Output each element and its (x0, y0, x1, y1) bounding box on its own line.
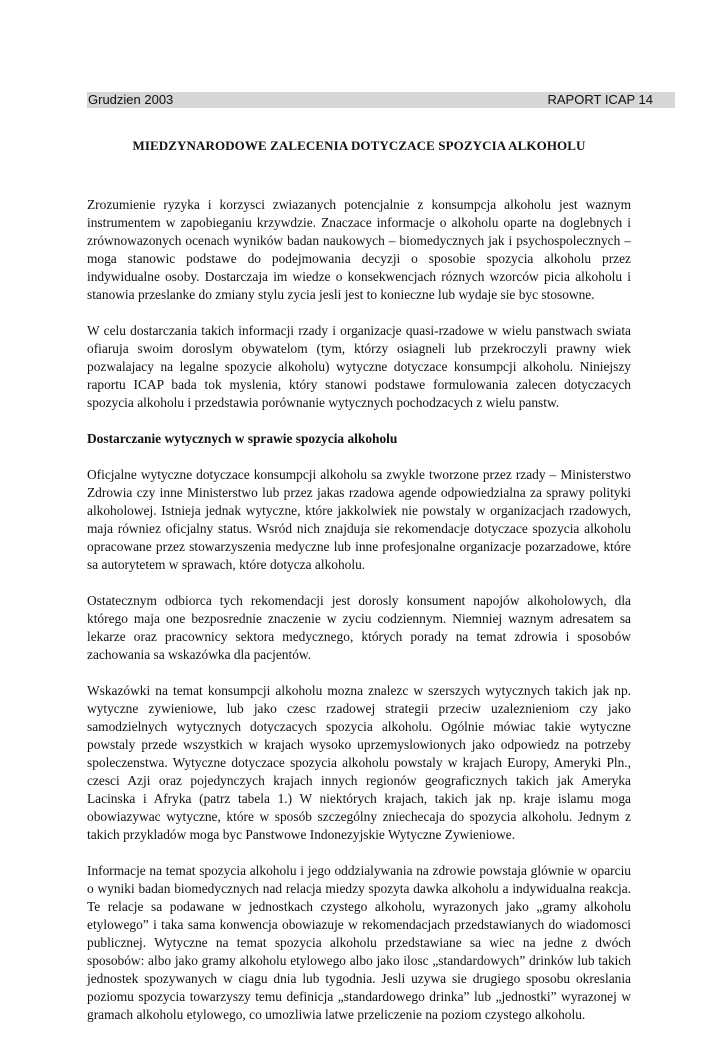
document-title: MIEDZYNARODOWE ZALECENIA DOTYCZACE SPOZYCIA ALKOHOLU (132, 138, 586, 153)
paragraph-sources: Wskazówki na temat konsumpcji alkoholu mozna znalezc w szerszych wytycznych takich jak np. wytyczne zywieniowe, lub jako czesc rzadowej strategii przeciw uzaleznieniom czy jako samodzielnych wytycznych dotyczacych spozycia alkoholu. Ogólnie mówiac takie wytyczne powstaly przede wszystkich w krajach wysoko uprzemyslowionych jako odpowiedz na potrzeby spoleczenstwa. Wytyczne dotyczace spozycia alkoholu powstaly w krajach Europy, Ameryki Pln., czesci Azji oraz pojedynczych krajach innych regionów geograficznych takich jak Ameryka Lacinska i Afryka (patrz tabela 1.) W niektórych krajach, takich jak np. kraje islamu moga obowiazywac wytyczne, które w sposób szczególny zniechecaja do spozycia alkoholu. Jednym z takich przykladów moga byc Panstwowe Indonezyjskie Wytyczne Zywieniowe. (87, 683, 631, 842)
header-date: Grudzien 2003 (88, 92, 174, 107)
paragraph-intro: Zrozumienie ryzyka i korzysci zwiazanych potencjalnie z konsumpcja alkoholu jest waznym instrumentem w zapobieganiu krzywdzie. Znaczace informacje o alkoholu oparte na doglebnych i zrównowazonych ocenach wyników badan naukowych – biomedycznych jak i psychospolecznych – moga stanowic podstawe do podejmowania decyzji o sposobie spozycia alkoholu przez indywidualne osoby. Dostarczaja im wiedze o konsekwencjach róznych wzorców picia alkoholu i stanowia przeslanke do zmiany stylu zycia jesli jest to konieczne lub wydaje sie byc stosowne. (87, 197, 631, 302)
document-body (87, 196, 631, 1042)
paragraph-official-guidelines: Oficjalne wytyczne dotyczace konsumpcji alkoholu sa zwykle tworzone przez rzady – Ministerstwo Zdrowia czy inne Ministerstwo lub przez jakas rzadowa agende odpowiedzialna za sprawy polityki alkoholowej. Istnieja jednak wytyczne, które jakkolwiek nie powstaly w organizacjach rzadowych, maja równiez oficjalny status. Wsród nich znajduja sie rekomendacje dotyczace spozycia alkoholu opracowane przez stowarzyszenia medyczne lub inne profesjonalne organizacje pozarzadowe, które sa autorytetem w sprawach, które dotycza alkoholu. (87, 467, 631, 572)
section-heading: Dostarczanie wytycznych w sprawie spozycia alkoholu (87, 431, 398, 446)
page-header (87, 92, 675, 108)
header-report-number: RAPORT ICAP 14 (547, 92, 653, 107)
paragraph-units: Informacje na temat spozycia alkoholu i jego oddzialywania na zdrowie powstaja glównie w oparciu o wyniki badan biomedycznych nad relacja miedzy spozyta dawka alkoholu a indywidualna reakcja. Te relacje sa podawane w jednostkach czystego alkoholu, wyrazonych jako „gramy alkoholu etylowego” i taka sama konwencja obowiazuje w rekomendacjach przedstawianych do wiadomosci publicznej. Wytyczne na temat spozycia alkoholu przedstawiane sa wiec na jedne z dwóch sposobów: albo jako gramy alkoholu etylowego albo jako ilosc „standardowych” drinków lub takich jednostek spozywanych w ciagu dnia lub tygodnia. Jesli uzywa sie drugiego sposobu okreslania poziomu spozycia towarzyszy temu definicja „standardowego drinka” lub „jednostki” wyrazonej w gramach alkoholu etylowego, co umozliwia latwe przeliczenie na poziom czystego alkoholu. (87, 863, 631, 1022)
paragraph-purpose: W celu dostarczania takich informacji rzady i organizacje quasi-rzadowe w wielu panstwach swiata ofiaruja swoim doroslym obywatelom (tym, którzy osiagneli lub przekroczyli prawny wiek pozwalajacy na legalne spozycie alkoholu) wytyczne dotyczace konsumpcji alkoholu. Niniejszy raportu ICAP bada tok myslenia, który stanowi podstawe formulowania zalecen dotyczacych spozycia alkoholu i przedstawia porównanie wytycznych pochodzacych z wielu panstw. (87, 323, 631, 410)
paragraph-audience: Ostatecznym odbiorca tych rekomendacji jest dorosly konsument napojów alkoholowych, dla którego maja one bezposrednie znaczenie w zyciu codziennym. Niemniej waznym adresatem sa lekarze oraz pracownicy sektora medycznego, których porady na temat zdrowia i sposobów zachowania sa wskazówka dla pacjentów. (87, 593, 631, 662)
